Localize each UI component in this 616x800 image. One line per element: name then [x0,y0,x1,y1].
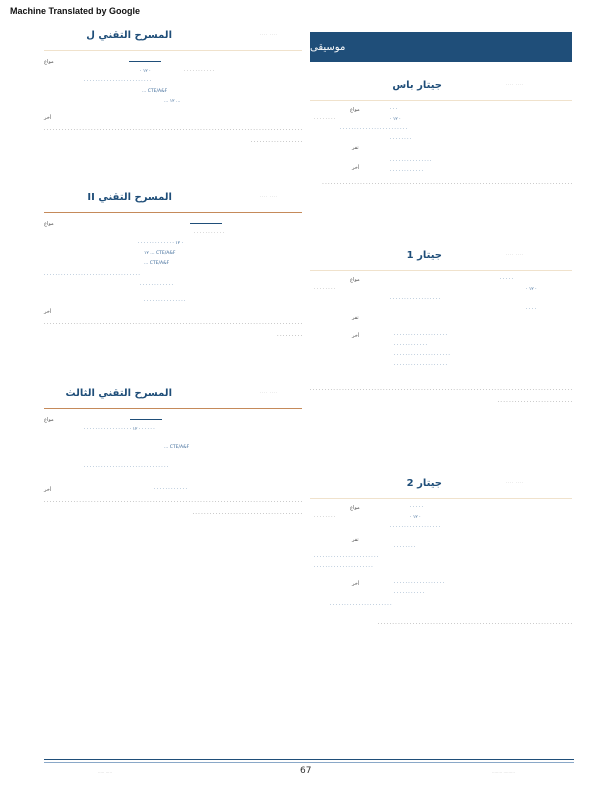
value-line: · · · · · · · · · · · · [394,343,427,348]
field-label: أخر [352,165,360,171]
description-paragraph: · · · · · · · · · · · · · · · · · · · · · · · · · · · · · · · · · · · · · · · · · · · · · · · · · · · · · · · · · · · · · · · · · · · · · · · · · · · · · · · · · · · · · · · · · · · · · · · · · · · · · · · · · · [44,128,302,145]
section-divider [310,100,572,101]
section-divider [310,498,572,499]
value-line: · · · · · · · · [314,287,336,292]
section-header [310,76,572,98]
course-code: ···· ···· [506,83,524,88]
field-row [44,57,302,69]
value-line: · · · · · · · · · · · · · · · [390,159,432,164]
value-line: · · · · · [500,277,513,282]
footer-right-text: ········ ········· [492,770,515,775]
section-title: جيتار 2 [406,478,442,489]
section-title: المسرح التقني II [87,192,172,203]
course-guitar-2 [310,474,572,684]
section-divider [310,270,572,271]
value-line: · · · · · · · · · · · · · · · · · · · · [394,353,450,358]
value-line: · · · · · · · · · · · · · · · · · · · · · · · · · · · · · · · · · · [44,273,140,278]
course-code: ···· ···· [506,253,524,258]
left-column [44,26,302,564]
value-line: · · · · · · · · · · · · · · · · · · · · · · · · [84,79,152,84]
field-values [310,107,572,159]
description-paragraph: · · · · · · · · · · · · · · · · · · · · · · · · · · · · · · · · · · · · · · · · · · · · · · · · · · · · · · · · · · · · · · · · · · · · · · · · · · · · · · · · · · · · · · · · · · · · · · · · · [44,322,302,339]
field-label: مواع [350,505,360,511]
field-row [44,115,302,125]
field-label: مواع [350,277,360,283]
value-line: · · · · · · · · [390,137,412,142]
value-line: · ١٢ · [140,69,151,74]
value-line: · · · · · · · · · · · [184,69,215,74]
value-line: · · · · · · · · · · · · · · · · · · [394,581,445,586]
field-values [310,277,572,333]
field-values [310,333,572,385]
value-line: · · · · · · · · · · · · [140,283,173,288]
value-line: · · · · [526,307,537,312]
value-line: ... ١٢ ... [164,99,181,104]
field-label: تفر [352,537,359,543]
value-line: · · · · · · · · · · · [394,591,425,596]
description-paragraph: · · · · · · · · · · · · · · · · · · · · · · · · · · · · · · · · · · · · · · · · · · · · · · · · · · · · · · · · · · · · · · · · · · · · · · · · · · · · · · · · · · · · · · [322,182,572,187]
value-line: · · · · · · · · · · · · · · · · · · · · · [314,565,373,570]
course-bass-guitar [310,76,572,246]
course-technical-theater-3 [44,384,302,564]
value-line: · · · [390,107,398,112]
value-line: · · · · · · · · [394,545,416,550]
section-divider [44,212,302,213]
field-underline [190,223,222,224]
field-label: تفر [352,145,359,151]
right-column [310,32,572,684]
field-values [310,505,572,555]
value-line: · · · · · · · · [314,117,336,122]
value-line: · · · · · · · · · · · · · · · · · · · · · · [330,603,392,608]
section-divider [44,50,302,51]
field-values [310,555,572,619]
section-title: المسرح التقني ل [86,30,172,41]
course-code: ···· ···· [260,33,278,38]
value-line: · ١٢ · [410,515,421,520]
value-line: · · · · · · · · · · · · · · · · · · · · · · · · · · · · · · [84,465,169,470]
section-title: جيتار 1 [406,250,442,261]
course-technical-theater-2 [44,188,302,384]
field-row [44,487,302,497]
field-row [44,299,302,309]
course-code: ···· ···· [260,195,278,200]
section-header [44,26,302,48]
value-line: · · · · · · · · · · · · [154,487,187,492]
value-line: · ١٢ · [526,287,537,292]
field-row [44,415,302,427]
description-paragraph: · · · · · · · · · · · · · · · · · · · · · · · · · · · · · · · · · · · · · · · · · · · · · · · · · · · · · · · · · · · · · · · · · · · · · · · · · · · · · · · · · · · · · · · · · · · · · · · · · · · · · · · · · · · · · · · · · · · · · · · · · · · · · · [44,500,302,517]
section-title: المسرح التقني الثالث [65,388,172,399]
course-guitar-1 [310,246,572,474]
value-line: · · · · · · ١٢ · · · · · · · · · · · · · · · · · [84,427,155,432]
value-line: CTE/A&F ... [164,445,190,450]
field-label: تفر [352,315,359,321]
value-line: · · · · · · · · [314,515,336,520]
value-line: · · · · · · · · · · · · [390,169,423,174]
section-header [44,188,302,210]
section-header [310,246,572,268]
field-row [44,309,302,319]
value-line: · · · · · · · · · · · · · · · · · · · [394,333,447,338]
field-row [44,219,302,231]
page-number: 67 [300,766,312,776]
value-line: · · · · · · · · · · · · · · · [144,299,186,304]
section-divider [44,408,302,409]
field-label: مواع [44,221,54,227]
field-label: مواع [44,59,54,65]
field-label: أخر [44,115,52,121]
value-line: · ١٢ · [390,117,401,122]
field-label: أخر [352,333,360,339]
field-underline [130,419,162,420]
field-label: مواع [44,417,54,423]
value-line: · · · · · [410,505,423,510]
field-values [44,427,302,487]
field-values [44,231,302,299]
field-label: مواع [350,107,360,113]
course-technical-theater-1 [44,26,302,188]
value-line: · · · · · · · · · · · [194,231,225,236]
value-line: CTE/A&F ... [144,261,170,266]
value-line: · · · · · · · · · · · · · · · · · · [390,297,441,302]
course-code: ···· ···· [506,481,524,486]
footer-rule [44,759,574,760]
field-label: أخر [44,309,52,315]
section-title: جيتار باس [392,80,442,91]
value-line: CTE/A&F ... [142,89,168,94]
section-header [44,384,302,406]
value-line: CTE/A&F ... ١٢ [144,251,176,256]
footer-left-text: ····· ····· [98,770,112,775]
field-label: أخر [352,581,360,587]
field-values [44,69,302,115]
field-underline [129,61,161,62]
footer-rule [44,762,574,763]
value-line: · · · · · · · · · · · · · · · · · · · [394,363,447,368]
field-values [310,159,572,179]
value-line: · · · · · · · · · · · · · · · · · · [390,525,441,530]
course-code: ···· ···· [260,391,278,396]
description-paragraph: · · · · · · · · · · · · · · · · · · · · · · · · · · · · · · · · · · · · · · · · · · · · · · · · · · · · · · · · · · · · · · · · · · · · · · · · · · · · · · · · · · · · · · · · · · · · · · · · · · · · · · · · · · · · · · · · · · · · [310,388,572,405]
description-paragraph: · · · · · · · · · · · · · · · · · · · · · · · · · · · · · · · · · · · · · · · · · · · · · · · · · · · · · · · · · · · · · · · · · · · [377,622,572,627]
section-header [310,474,572,496]
value-line: · · · · · · · · · · · · · · · · · · · · · · · [314,555,379,560]
field-label: أخر [44,487,52,493]
music-section-header: موسيقى [310,32,572,62]
value-line: · · · · · · · · · · · · · · · · · · · · · · · · [340,127,408,132]
value-line: · ١٢ · · · · · · · · · · · · · [138,241,183,246]
machine-translated-banner: Machine Translated by Google [10,6,141,16]
